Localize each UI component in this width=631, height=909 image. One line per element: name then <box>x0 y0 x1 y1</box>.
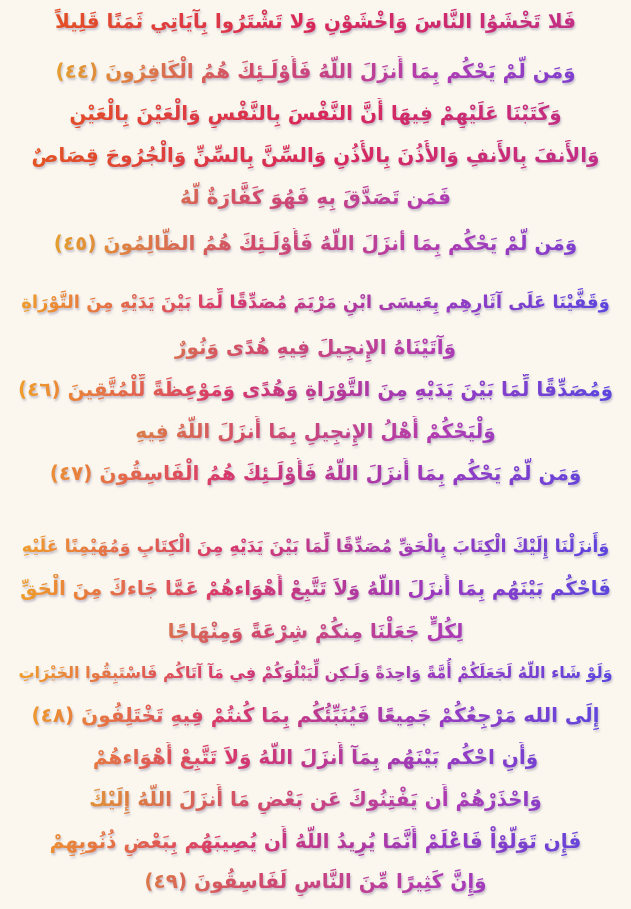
verse-line: لِكُلٍّ جَعَلْنَا مِنكُمْ شِرْعَةً وَمِنْهَاجًا <box>14 616 617 646</box>
verse-line: وَلَوْ شَاء اللّهُ لَجَعَلَكُمْ أُمَّةً وَاحِدَةً وَلَـكِن لِّيَبْلُوَكُمْ فِي مَآ آتَاكُم فَاسْتَبِقُوا الخَيْرَاتِ <box>14 658 617 688</box>
verse-line: وَإِنَّ كَثِيرًا مِّنَ النَّاسِ لَفَاسِقُونَ (٤٩) <box>14 866 617 896</box>
verse-line: وَقَفَّيْنَا عَلَى آثَارِهِم بِعَيسَى ابْنِ مَرْيَمَ مُصَدِّقًا لِّمَا بَيْنَ يَدَيْهِ مِنَ التَّوْرَاةِ <box>14 288 617 318</box>
verse-line: وَكَتَبْنَا عَلَيْهِمْ فِيهَا أَنَّ النَّفْسَ بِالنَّفْسِ وَالْعَيْنَ بِالْعَيْنِ <box>14 98 617 128</box>
verse-line: وَالأَنفَ بِالأَنفِ وَالأُذُنَ بِالأُذُنِ وَالسِّنَّ بِالسِّنِّ وَالْجُرُوحَ قِصَاصٌ <box>14 140 617 170</box>
verse-line: فَاحْكُم بَيْنَهُم بِمَا أَنزَلَ اللّهُ وَلاَ تَتَّبِعْ أَهْوَاءهُمْ عَمَّا جَاءكَ مِنَ الْحَقِّ <box>14 574 617 604</box>
verse-line: وَمَن لَّمْ يَحْكُم بِمَا أنزَلَ اللّهُ فَأُوْلَـئِكَ هُمُ الظَّالِمُونَ (٤٥) <box>14 228 617 258</box>
verse-line: وَاحْذَرْهُمْ أَن يَفْتِنُوكَ عَن بَعْضِ مَا أَنزَلَ اللّهُ إِلَيْكَ <box>14 784 617 814</box>
verse-line: وَأَنزَلْنَا إِلَيْكَ الْكِتَابَ بِالْحَقِّ مُصَدِّقًا لِّمَا بَيْنَ يَدَيْهِ مِنَ الْكِتَابِ وَمُهَيْمِنًا عَلَيْهِ <box>14 532 617 562</box>
verse-line: إِلَى الله مَرْجِعُكُمْ جَمِيعًا فَيُنَبِّئُكُم بِمَا كُنتُمْ فِيهِ تَخْتَلِفُونَ (٤٨) <box>14 700 617 730</box>
verse-line: وَآتَيْنَاهُ الإِنجِيلَ فِيهِ هُدًى وَنُورٌ <box>14 332 617 362</box>
verse-line: وَمَن لَّمْ يَحْكُم بِمَا أَنزَلَ اللّهُ فَأُوْلَـئِكَ هُمُ الْكَافِرُونَ (٤٤) <box>14 56 617 86</box>
verse-line: وَلْيَحْكُمْ أَهْلُ الإِنجِيلِ بِمَا أَنزَلَ اللّهُ فِيهِ <box>14 416 617 446</box>
verse-line: وَأَنِ احْكُم بَيْنَهُم بِمَآ أَنزَلَ اللّهُ وَلاَ تَتَّبِعْ أَهْوَاءهُمْ <box>14 742 617 772</box>
verse-line: فَلا تَخْشَوُا النَّاسَ وَاخْشَوْنِ وَلا تَشْتَرُوا بِآيَاتِي ثَمَنًا قَلِيلاً <box>14 6 617 36</box>
verse-line: فَإِن تَوَلَّوْاْ فَاعْلَمْ أَنَّمَا يُرِيدُ اللّهُ أَن يُصِيبَهُم بِبَعْضِ ذُنُوبِهِمْ <box>14 826 617 856</box>
verse-line: فَمَن تَصَدَّقَ بِهِ فَهُوَ كَفَّارَةٌ لَّهُ <box>14 182 617 212</box>
verse-line: وَمُصَدِّقًا لِّمَا بَيْنَ يَدَيْهِ مِنَ التَّوْرَاةِ وَهُدًى وَمَوْعِظَةً لِّلْمُتَّقِينَ (٤٦) <box>14 374 617 404</box>
verse-line: وَمَن لَّمْ يَحْكُم بِمَا أَنزَلَ اللّهُ فَأُوْلَـئِكَ هُمُ الْفَاسِقُونَ (٤٧) <box>14 458 617 488</box>
